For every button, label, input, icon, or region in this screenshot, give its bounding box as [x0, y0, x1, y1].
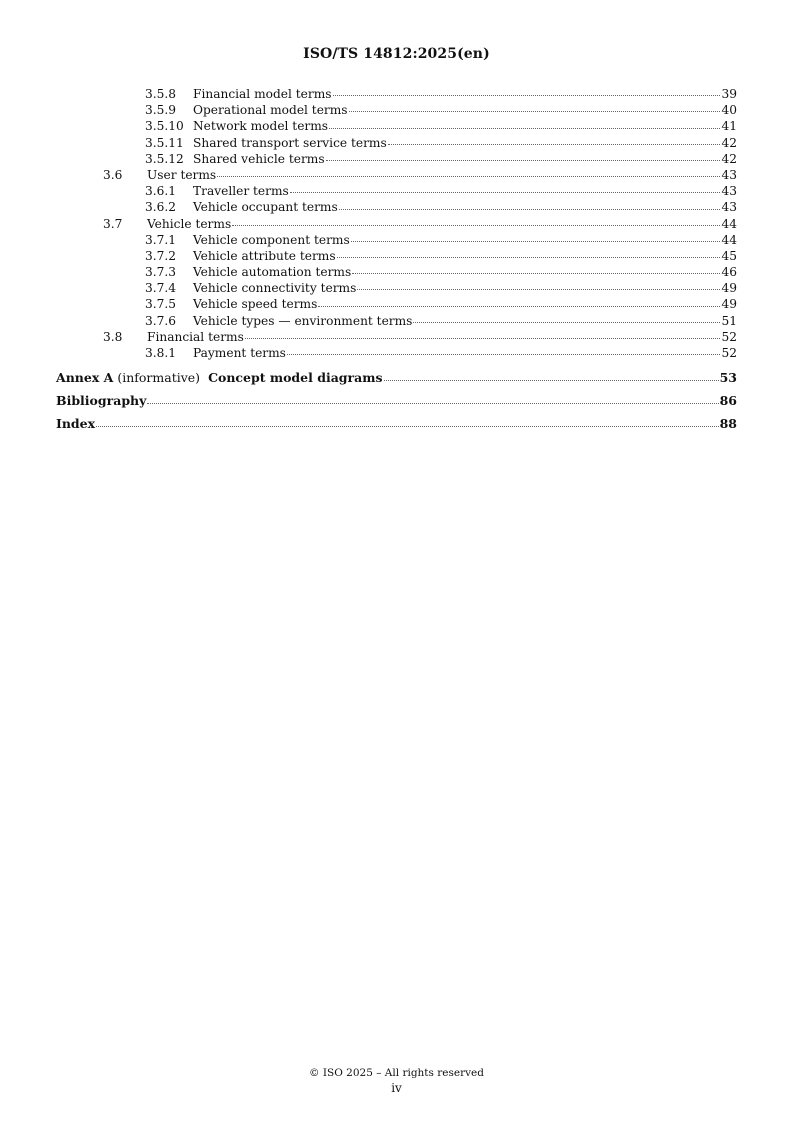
toc-entry-page: 45 [721, 248, 737, 263]
dot-leader [339, 209, 721, 210]
table-of-contents [56, 86, 737, 433]
dot-leader [388, 144, 721, 145]
toc-entry[interactable] [56, 167, 737, 183]
dot-leader [147, 403, 718, 404]
toc-entry-title: Traveller terms [193, 184, 289, 199]
toc-entry-title: Vehicle terms [147, 216, 232, 231]
toc-entry[interactable] [56, 264, 737, 280]
toc-entry-title: Network model terms [193, 119, 329, 134]
dot-leader [287, 354, 721, 355]
toc-entry[interactable] [56, 199, 737, 215]
toc-entry[interactable] [56, 345, 737, 361]
toc-entry-number: 3.7.6 [145, 313, 177, 328]
toc-entry-number: 3.5.10 [145, 119, 184, 134]
toc-bibliography-entry[interactable] [56, 392, 737, 410]
toc-entry-page: 51 [721, 313, 737, 328]
toc-entry-number: 3.6 [103, 167, 123, 182]
toc-entry-number: 3.6.1 [145, 184, 177, 199]
toc-entry[interactable] [56, 313, 737, 329]
toc-entry-title: Shared vehicle terms [193, 151, 325, 166]
toc-entry-title: Payment terms [193, 346, 286, 360]
annex-qualifier: (informative) [117, 370, 201, 386]
dot-leader [333, 95, 721, 96]
annex-page: 53 [719, 370, 737, 386]
toc-entry-title: Operational model terms [193, 103, 348, 118]
toc-entry-page: 43 [721, 167, 737, 182]
toc-entry[interactable] [56, 135, 737, 151]
page-header: ISO/TS 14812:2025(en) [303, 46, 490, 62]
toc-entry-title: Vehicle connectivity terms [193, 281, 357, 296]
toc-entry-page: 52 [721, 329, 737, 344]
dot-leader [357, 289, 720, 290]
toc-entry-page: 41 [721, 119, 737, 134]
annex-label: Annex A [56, 370, 114, 386]
toc-entry[interactable] [56, 86, 737, 102]
toc-entry-number: 3.7.4 [145, 281, 177, 296]
toc-entry-title: User terms [147, 167, 217, 182]
dot-leader [318, 306, 720, 307]
copyright-notice: © ISO 2025 – All rights reserved [309, 1067, 484, 1079]
toc-entry-number: 3.7.1 [145, 232, 177, 247]
toc-entry[interactable] [56, 183, 737, 199]
toc-entry[interactable] [56, 329, 737, 345]
toc-entry-page: 43 [721, 184, 737, 199]
toc-entry-number: 3.5.9 [145, 103, 177, 118]
toc-entry-number: 3.8 [103, 329, 123, 344]
toc-annex-entry[interactable] [56, 369, 737, 387]
dot-leader [245, 338, 721, 339]
dot-leader [96, 426, 719, 427]
dot-leader [329, 128, 720, 129]
toc-entry-page: 52 [721, 346, 737, 360]
bibliography-title: Bibliography [56, 393, 147, 409]
toc-entry-title: Vehicle attribute terms [193, 248, 336, 263]
toc-entry[interactable] [56, 248, 737, 264]
toc-entry[interactable] [56, 102, 737, 118]
toc-entry-page: 44 [721, 216, 737, 231]
toc-entry[interactable] [56, 216, 737, 232]
toc-entry-number: 3.5.11 [145, 135, 184, 150]
toc-entry-number: 3.7 [103, 216, 123, 231]
toc-entry-title: Vehicle automation terms [193, 265, 352, 280]
dot-leader [351, 241, 721, 242]
dot-leader [290, 192, 721, 193]
toc-entry-page: 44 [721, 232, 737, 247]
dot-leader [384, 380, 719, 381]
toc-entry-page: 40 [721, 103, 737, 118]
dot-leader [326, 160, 721, 161]
toc-entry[interactable] [56, 232, 737, 248]
toc-entry-number: 3.7.5 [145, 297, 177, 312]
toc-entry-number: 3.7.2 [145, 248, 177, 263]
toc-entry[interactable] [56, 296, 737, 312]
toc-entry-page: 49 [721, 297, 737, 312]
toc-entry-page: 46 [721, 265, 737, 280]
toc-entry-page: 42 [721, 135, 737, 150]
dot-leader [349, 111, 721, 112]
toc-entry-title: Vehicle component terms [193, 232, 350, 247]
toc-entry[interactable] [56, 118, 737, 134]
toc-entry-title: Shared transport service terms [193, 135, 387, 150]
toc-entry-number: 3.5.8 [145, 87, 177, 101]
toc-entry-number: 3.7.3 [145, 265, 177, 280]
dot-leader [232, 225, 720, 226]
page-number: iv [391, 1081, 402, 1095]
index-page: 88 [719, 416, 737, 432]
toc-entry-page: 49 [721, 281, 737, 296]
annex-title: Concept model diagrams [208, 370, 383, 386]
toc-entry-title: Vehicle types — environment terms [193, 313, 413, 328]
dot-leader [352, 273, 720, 274]
toc-entry-title: Financial terms [147, 329, 244, 344]
toc-entry-title: Vehicle speed terms [193, 297, 318, 312]
index-title: Index [56, 416, 96, 432]
dot-leader [413, 322, 720, 323]
toc-entry-number: 3.8.1 [145, 346, 177, 360]
toc-entry[interactable] [56, 151, 737, 167]
dot-leader [217, 176, 720, 177]
dot-leader [337, 257, 721, 258]
toc-entry-page: 43 [721, 200, 737, 215]
bibliography-page: 86 [719, 393, 737, 409]
toc-entry-number: 3.5.12 [145, 151, 184, 166]
toc-entry[interactable] [56, 280, 737, 296]
toc-entry-page: 39 [721, 87, 737, 101]
page-footer [0, 1066, 793, 1096]
toc-index-entry[interactable] [56, 415, 737, 433]
toc-entry-page: 42 [721, 151, 737, 166]
toc-entry-number: 3.6.2 [145, 200, 177, 215]
toc-entry-title: Financial model terms [193, 87, 332, 101]
toc-entry-title: Vehicle occupant terms [193, 200, 338, 215]
